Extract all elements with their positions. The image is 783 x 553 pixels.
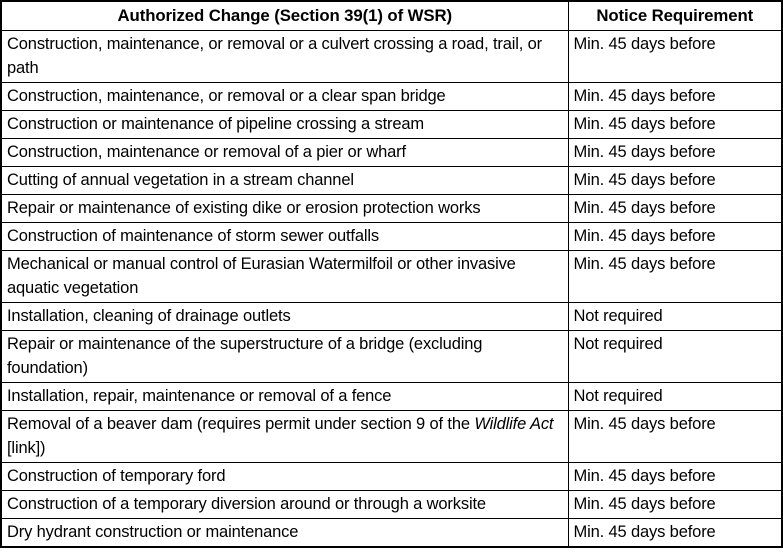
table-row bbox=[1, 223, 782, 251]
statute-title: Wildlife Act bbox=[474, 415, 554, 433]
notice-requirement-text: Min. 45 days before bbox=[573, 115, 716, 133]
notice-requirement-text: Min. 45 days before bbox=[573, 199, 716, 217]
cell-authorized-change bbox=[1, 383, 568, 411]
cell-notice-requirement bbox=[568, 223, 782, 251]
notice-requirement-text: Min. 45 days before bbox=[573, 227, 716, 245]
authorized-change-text: Construction of maintenance of storm sewer outfalls bbox=[7, 227, 380, 245]
table-row bbox=[1, 31, 782, 83]
notice-requirement-text: Min. 45 days before bbox=[573, 415, 716, 433]
cell-notice-requirement bbox=[568, 195, 782, 223]
cell-notice-requirement bbox=[568, 303, 782, 331]
cell-authorized-change bbox=[1, 31, 568, 83]
table-header bbox=[1, 1, 782, 31]
table-row bbox=[1, 463, 782, 491]
cell-notice-requirement bbox=[568, 83, 782, 111]
cell-authorized-change bbox=[1, 463, 568, 491]
table-row bbox=[1, 111, 782, 139]
notice-requirement-text: Not required bbox=[573, 335, 663, 353]
cell-notice-requirement bbox=[568, 251, 782, 303]
authorized-change-text: Installation, cleaning of drainage outlets bbox=[7, 307, 291, 325]
authorized-change-text: Construction, maintenance, or removal or a culvert crossing a road, trail, or path bbox=[7, 35, 543, 77]
cell-authorized-change bbox=[1, 83, 568, 111]
cell-authorized-change bbox=[1, 111, 568, 139]
table-row bbox=[1, 491, 782, 519]
notice-requirement-text: Min. 45 days before bbox=[573, 495, 716, 513]
cell-notice-requirement bbox=[568, 383, 782, 411]
table-header-row bbox=[1, 1, 782, 31]
authorized-change-text: Repair or maintenance of existing dike or erosion protection works bbox=[7, 199, 481, 217]
cell-authorized-change bbox=[1, 167, 568, 195]
cell-notice-requirement bbox=[568, 167, 782, 195]
authorized-change-text: Construction of temporary ford bbox=[7, 467, 226, 485]
cell-notice-requirement bbox=[568, 491, 782, 519]
authorized-change-text: Repair or maintenance of the superstructure of a bridge (excluding foundation) bbox=[7, 335, 483, 377]
table-row bbox=[1, 331, 782, 383]
authorized-change-text: Dry hydrant construction or maintenance bbox=[7, 523, 299, 541]
cell-authorized-change bbox=[1, 491, 568, 519]
cell-authorized-change bbox=[1, 519, 568, 548]
cell-authorized-change bbox=[1, 139, 568, 167]
cell-notice-requirement bbox=[568, 31, 782, 83]
notice-requirement-text: Min. 45 days before bbox=[573, 87, 716, 105]
table-row bbox=[1, 251, 782, 303]
column-header-authorized-change: Authorized Change (Section 39(1) of WSR) bbox=[1, 1, 568, 31]
notice-requirement-text: Min. 45 days before bbox=[573, 467, 716, 485]
authorized-change-text: Installation, repair, maintenance or removal of a fence bbox=[7, 387, 392, 405]
table-row bbox=[1, 139, 782, 167]
notice-requirement-text: Min. 45 days before bbox=[573, 523, 716, 541]
cell-authorized-change bbox=[1, 411, 568, 463]
cell-authorized-change bbox=[1, 331, 568, 383]
table-row bbox=[1, 411, 782, 463]
table-body bbox=[1, 31, 782, 548]
table-row bbox=[1, 195, 782, 223]
cell-notice-requirement bbox=[568, 111, 782, 139]
authorized-change-text: Construction or maintenance of pipeline crossing a stream bbox=[7, 115, 425, 133]
authorized-change-text: Construction of a temporary diversion around or through a worksite bbox=[7, 495, 486, 513]
cell-notice-requirement bbox=[568, 331, 782, 383]
notice-requirement-text: Min. 45 days before bbox=[573, 143, 716, 161]
notice-requirement-text: Min. 45 days before bbox=[573, 171, 716, 189]
notice-requirement-text: Not required bbox=[573, 387, 663, 405]
cell-authorized-change bbox=[1, 251, 568, 303]
authorized-change-text: Mechanical or manual control of Eurasian Watermilfoil or other invasive aquatic vegetation bbox=[7, 255, 516, 297]
table-row bbox=[1, 383, 782, 411]
authorized-change-text: Construction, maintenance, or removal or a clear span bridge bbox=[7, 87, 446, 105]
cell-notice-requirement bbox=[568, 463, 782, 491]
cell-notice-requirement bbox=[568, 519, 782, 548]
notice-requirement-text: Not required bbox=[573, 307, 663, 325]
table-row bbox=[1, 303, 782, 331]
cell-notice-requirement bbox=[568, 411, 782, 463]
authorized-change-text: Removal of a beaver dam (requires permit under section 9 of the Wildlife Act [link]) bbox=[7, 415, 554, 457]
table-row bbox=[1, 519, 782, 548]
authorized-change-text: Cutting of annual vegetation in a stream channel bbox=[7, 171, 354, 189]
cell-authorized-change bbox=[1, 303, 568, 331]
cell-authorized-change bbox=[1, 223, 568, 251]
notice-requirement-text: Min. 45 days before bbox=[573, 255, 716, 273]
table-row bbox=[1, 83, 782, 111]
authorized-change-text: Construction, maintenance or removal of a pier or wharf bbox=[7, 143, 406, 161]
notice-requirement-text: Min. 45 days before bbox=[573, 35, 716, 53]
table-row bbox=[1, 167, 782, 195]
cell-authorized-change bbox=[1, 195, 568, 223]
cell-notice-requirement bbox=[568, 139, 782, 167]
column-header-notice-requirement: Notice Requirement bbox=[568, 1, 782, 31]
